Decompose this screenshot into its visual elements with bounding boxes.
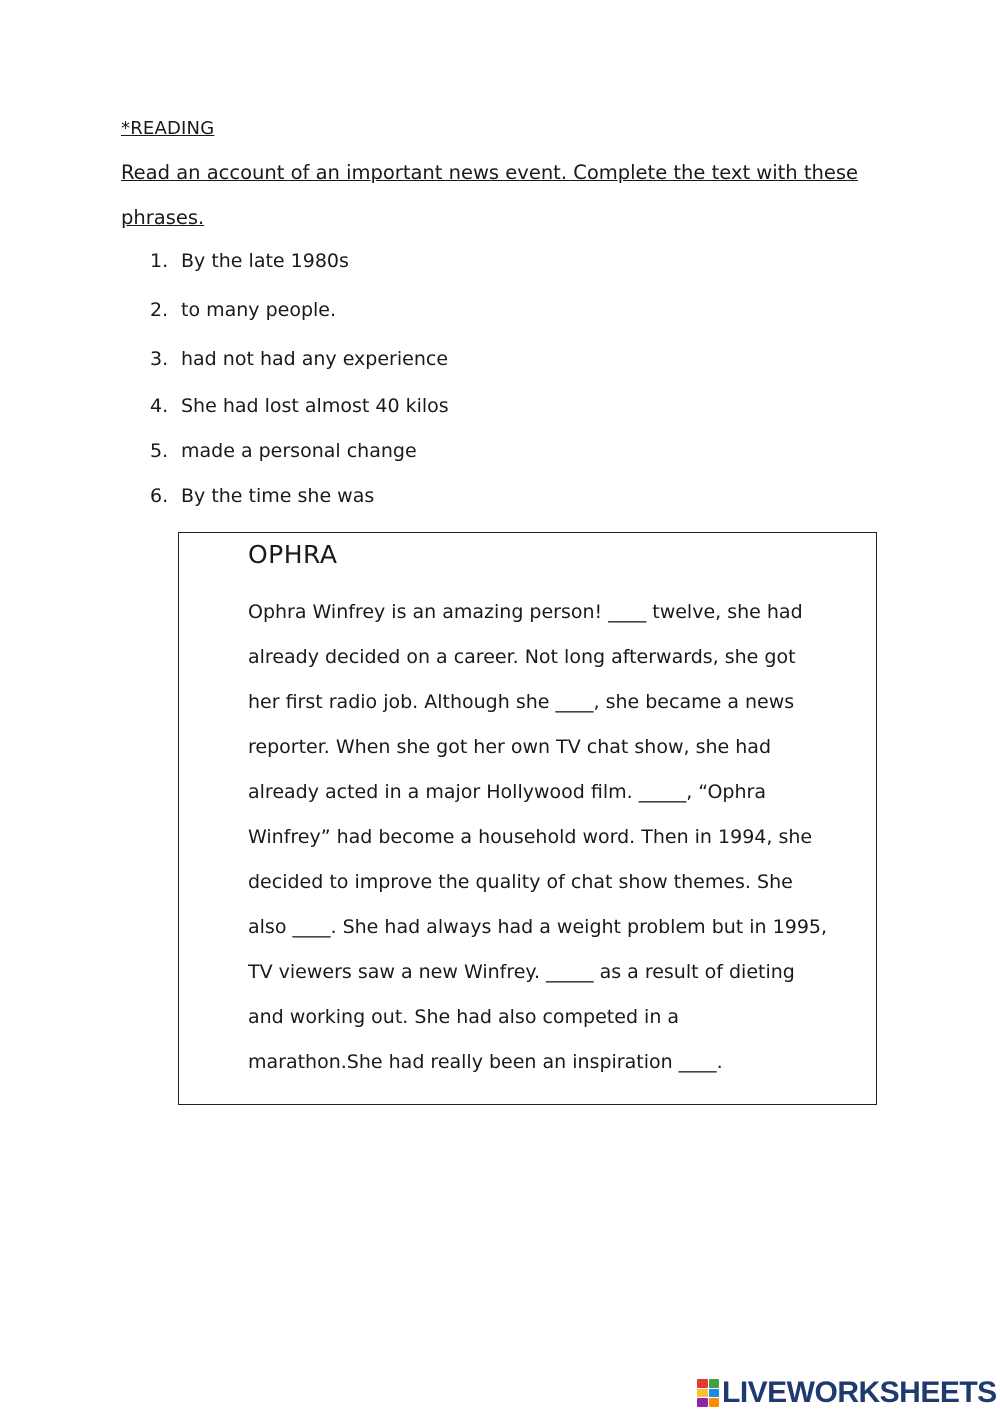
item-text: By the time she was	[181, 485, 375, 507]
article-line: already decided on a career. Not long afterwards, she got	[248, 646, 796, 668]
article-title: OPHRA	[248, 540, 338, 569]
instructions: Read an account of an important news event. Complete the text with these phrases.	[121, 161, 859, 229]
logo-block	[697, 1389, 708, 1398]
item-number: 3.	[150, 348, 169, 370]
logo-block	[709, 1398, 720, 1407]
item-number: 1.	[150, 250, 169, 272]
article-line: also ____. She had always had a weight problem but in 1995,	[248, 916, 828, 938]
article-line: TV viewers saw a new Winfrey. _____ as a result of dieting	[248, 961, 795, 983]
list-item	[150, 440, 417, 462]
item-text: had not had any experience	[181, 348, 449, 370]
item-number: 5.	[150, 440, 169, 462]
list-item	[150, 299, 336, 321]
article-line: Ophra Winfrey is an amazing person! ____ twelve, she had	[248, 601, 803, 623]
liveworksheets-logo[interactable]	[697, 1376, 997, 1410]
logo-block	[709, 1379, 720, 1388]
article-line: already acted in a major Hollywood film. _____, “Ophra	[248, 781, 766, 803]
article-body	[248, 590, 873, 1085]
list-item	[150, 348, 448, 370]
item-number: 2.	[150, 299, 169, 321]
list-item	[150, 250, 349, 272]
section-label: *READING	[121, 118, 215, 139]
item-text: She had lost almost 40 kilos	[181, 395, 449, 417]
item-text: made a personal change	[181, 440, 417, 462]
list-item	[150, 395, 449, 417]
item-text: to many people.	[181, 299, 337, 321]
article-line: reporter. When she got her own TV chat show, she had	[248, 736, 772, 758]
logo-block	[697, 1398, 708, 1407]
logo-block	[697, 1379, 708, 1388]
item-number: 4.	[150, 395, 169, 417]
logo-text: LIVEWORKSHEETS	[722, 1376, 997, 1409]
article-line: marathon.She had really been an inspiration ____.	[248, 1051, 723, 1073]
item-text: By the late 1980s	[181, 250, 349, 272]
article-line: Winfrey” had become a household word. Then in 1994, she	[248, 826, 813, 848]
article-line: her first radio job. Although she ____, she became a news	[248, 691, 795, 713]
article-line: decided to improve the quality of chat show themes. She	[248, 871, 793, 893]
article-line: and working out. She had also competed in a	[248, 1006, 680, 1028]
list-item	[150, 485, 374, 507]
logo-icon	[697, 1379, 719, 1407]
item-number: 6.	[150, 485, 169, 507]
logo-block	[709, 1389, 720, 1398]
